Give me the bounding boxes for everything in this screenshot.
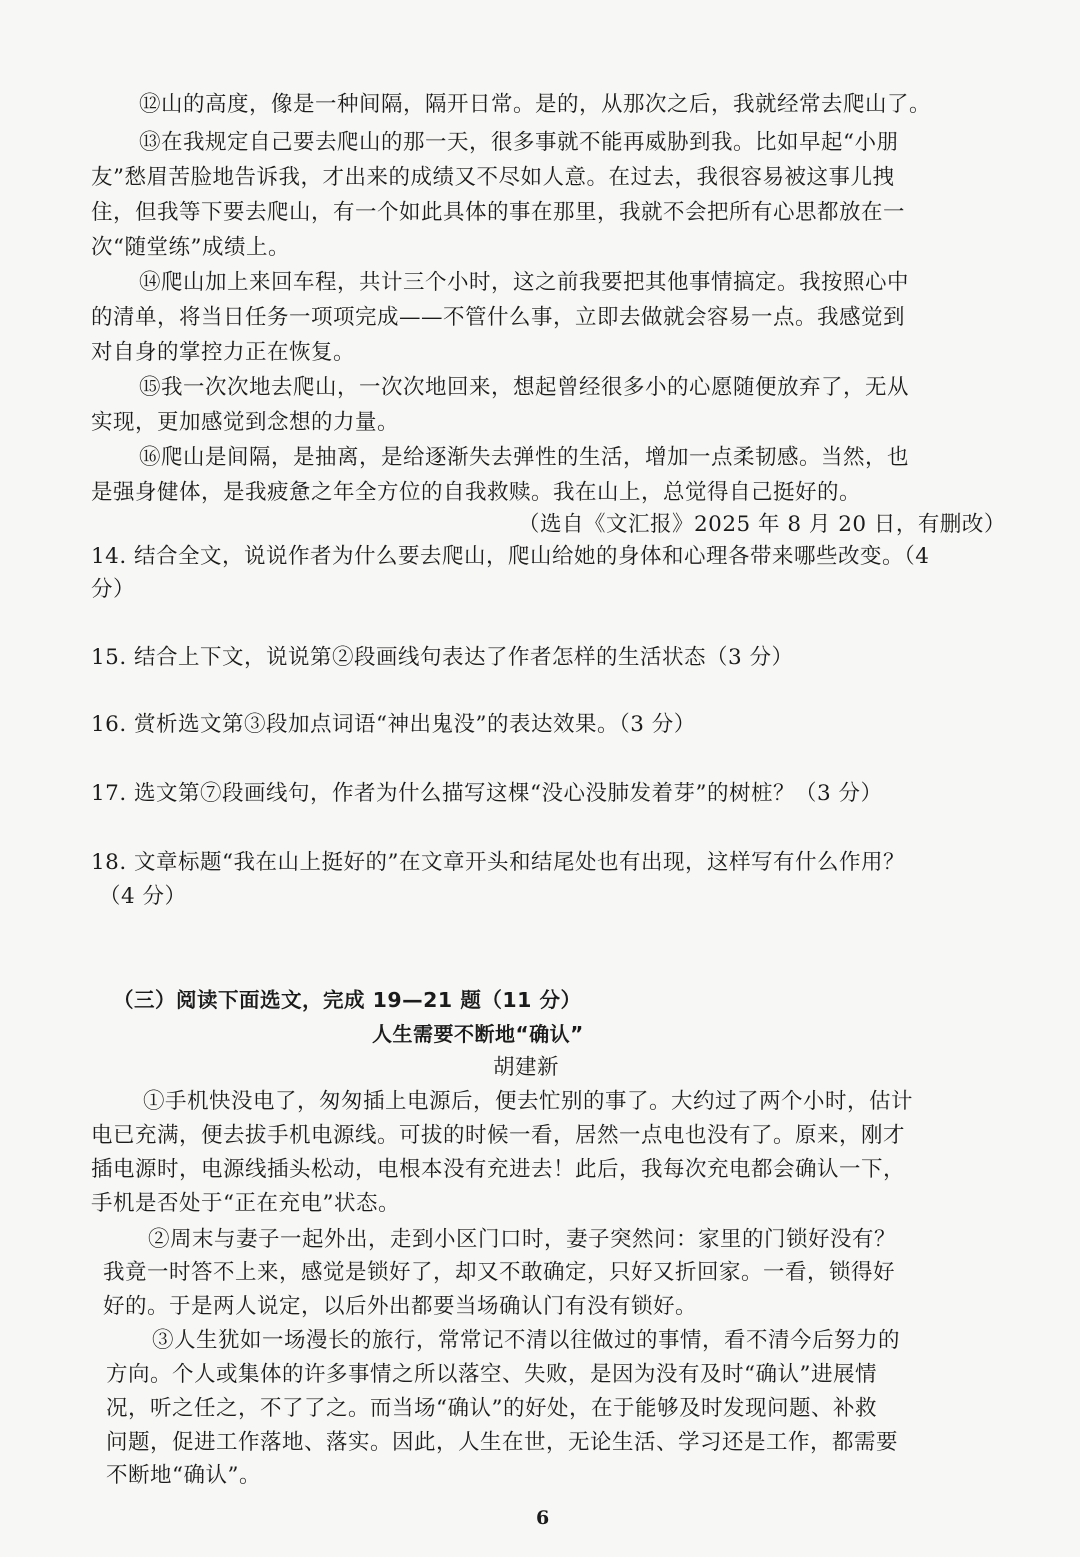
section-3-paragraph-1-line-2: 电已充满，便去拔手机电源线。可拔的时候一看，居然一点电也没有了。原来，刚才 (91, 1123, 906, 1148)
paragraph-16-line-2: 是强身健体，是我疲惫之年全方位的自我救赎。我在山上，总觉得自己挺好的。 (91, 480, 862, 505)
section-3-paragraph-1-line-3: 插电源时，电源线插头松动，电根本没有充进去！此后，我每次充电都会确认一下， (91, 1157, 906, 1182)
question-17: 17. 选文第⑦段画线句，作者为什么描写这棵“没心没肺发着芽”的树桩？（3 分） (91, 781, 883, 806)
question-18-line-1: 18. 文章标题“我在山上挺好的”在文章开头和结尾处也有出现，这样写有什么作用？ (91, 850, 906, 875)
paragraph-15-line-2: 实现，更加感觉到念想的力量。 (91, 410, 400, 435)
section-3-paragraph-2-line-1: ②周末与妻子一起外出，走到小区门口时，妻子突然问：家里的门锁好没有？ (148, 1227, 897, 1252)
section-3-paragraph-3-line-5: 不断地“确认”。 (106, 1463, 261, 1488)
paragraph-14-line-1: ⑭爬山加上来回车程，共计三个小时，这之前我要把其他事情搞定。我按照心中 (139, 270, 910, 295)
section-3-paragraph-3-line-1: ③人生犹如一场漫长的旅行，常常记不清以往做过的事情，看不清今后努力的 (152, 1328, 901, 1353)
paragraph-13-line-4: 次“随堂练”成绩上。 (91, 235, 290, 260)
article-author: 胡建新 (493, 1055, 560, 1080)
article-title: 人生需要不断地“确认” (372, 1022, 584, 1046)
section-3-paragraph-1-line-1: ①手机快没电了，匆匆插上电源后，便去忙别的事了。大约过了两个小时，估计 (143, 1089, 914, 1114)
question-14-line-2: 分） (91, 577, 136, 602)
section-3-paragraph-2-line-3: 好的。于是两人说定，以后外出都要当场确认门有没有锁好。 (103, 1294, 698, 1319)
page-number: 6 (536, 1507, 550, 1529)
question-15: 15. 结合上下文，说说第②段画线句表达了作者怎样的生活状态（3 分） (91, 645, 794, 670)
section-3-paragraph-3-line-2: 方向。个人或集体的许多事情之所以落空、失败，是因为没有及时“确认”进展情 (106, 1362, 877, 1387)
question-18-line-2: （4 分） (99, 884, 187, 909)
paragraph-16-line-1: ⑯爬山是间隔，是抽离，是给逐渐失去弹性的生活，增加一点柔韧感。当然，也 (139, 445, 910, 470)
section-3-heading: （三）阅读下面选文，完成 19—21 题（11 分） (113, 988, 582, 1012)
section-3-paragraph-3-line-3: 况，听之任之，不了了之。而当场“确认”的好处，在于能够及时发现问题、补救 (106, 1396, 877, 1421)
paragraph-12-line-1: ⑫山的高度，像是一种间隔，隔开日常。是的，从那次之后，我就经常去爬山了。 (139, 92, 932, 117)
paragraph-13-line-3: 住，但我等下要去爬山，有一个如此具体的事在那里，我就不会把所有心思都放在一 (91, 200, 906, 225)
section-3-paragraph-3-line-4: 问题，促进工作落地、落实。因此，人生在世，无论生活、学习还是工作，都需要 (106, 1430, 899, 1455)
section-3-paragraph-1-line-4: 手机是否处于“正在充电”状态。 (91, 1191, 400, 1216)
source-citation: （选自《文汇报》2025 年 8 月 20 日，有删改） (518, 512, 1006, 537)
paragraph-13-line-1: ⑬在我规定自己要去爬山的那一天，很多事就不能再威胁到我。比如早起“小朋 (139, 130, 899, 155)
paragraph-14-line-3: 对自身的掌控力正在恢复。 (91, 340, 356, 365)
paragraph-14-line-2: 的清单，将当日任务一项项完成——不管什么事，立即去做就会容易一点。我感觉到 (91, 305, 906, 330)
question-16: 16. 赏析选文第③段加点词语“神出鬼没”的表达效果。（3 分） (91, 712, 696, 737)
section-3-paragraph-2-line-2: 我竟一时答不上来，感觉是锁好了，却又不敢确定，只好又折回家。一看，锁得好 (103, 1260, 896, 1285)
paragraph-13-line-2: 友”愁眉苦脸地告诉我，才出来的成绩又不尽如人意。在过去，我很容易被这事儿拽 (91, 165, 895, 190)
paragraph-15-line-1: ⑮我一次次地去爬山，一次次地回来，想起曾经很多小的心愿随便放弃了，无从 (139, 375, 910, 400)
question-14-line-1: 14. 结合全文，说说作者为什么要去爬山，爬山给她的身体和心理各带来哪些改变。（4 (91, 544, 930, 569)
